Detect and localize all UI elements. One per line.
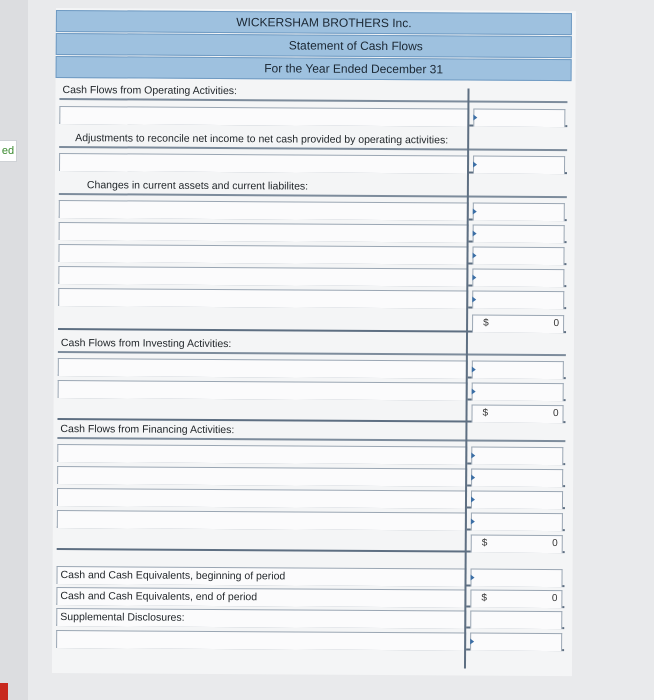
amount-input[interactable]	[472, 247, 564, 266]
operating-section-title: Cash Flows from Operating Activities:	[59, 80, 567, 103]
line-item-label-input[interactable]	[59, 106, 469, 127]
financing-total: $ 0	[471, 535, 563, 554]
amount-input[interactable]	[473, 203, 565, 222]
change-row	[59, 220, 567, 243]
amount-input[interactable]	[472, 269, 564, 288]
line-item-label-input[interactable]	[57, 488, 467, 509]
line-item-label-input[interactable]	[59, 200, 469, 221]
line-item-label-input[interactable]	[58, 266, 468, 287]
corner-marker	[0, 683, 8, 700]
amount-input[interactable]	[471, 447, 563, 466]
operating-total: $ 0	[472, 315, 564, 334]
operating-subtotal-row	[58, 310, 566, 333]
financing-row	[57, 464, 565, 487]
amount-input[interactable]	[472, 291, 564, 310]
left-panel-strip	[0, 0, 28, 700]
amount-input[interactable]	[471, 491, 563, 510]
line-item-label-input[interactable]	[57, 444, 467, 465]
cash-end-total: $ 0	[470, 590, 562, 609]
cash-end-row: Cash and Cash Equivalents, end of period $ 0	[56, 585, 564, 608]
line-item-label-input[interactable]	[58, 358, 468, 379]
amount-input[interactable]	[472, 361, 564, 380]
amount-input[interactable]	[473, 109, 565, 128]
financing-row	[57, 486, 565, 509]
investing-total: $ 0	[471, 405, 563, 424]
statement-title-header: Statement of Cash Flows	[56, 33, 572, 58]
cash-beginning-row: Cash and Cash Equivalents, beginning of period	[56, 564, 564, 587]
change-row	[58, 242, 566, 265]
operating-net-income-row	[59, 104, 567, 127]
amount-input[interactable]	[471, 513, 563, 532]
line-item-label-input[interactable]	[58, 244, 468, 265]
amount-input[interactable]	[473, 156, 565, 175]
financing-section-title: Cash Flows from Financing Activities:	[57, 419, 565, 442]
line-item-label-input[interactable]	[59, 153, 469, 174]
change-row	[58, 286, 566, 309]
investing-row	[58, 356, 566, 379]
supplemental-row	[56, 628, 564, 651]
amount-input[interactable]	[471, 469, 563, 488]
amount-input[interactable]	[470, 611, 562, 630]
cash-flow-worksheet	[52, 8, 576, 676]
changes-label-row: Changes in current assets and current liabilites:	[59, 175, 567, 198]
supplemental-label-row: Supplemental Disclosures:	[56, 606, 564, 629]
line-item-label-input[interactable]	[59, 222, 469, 243]
financing-row	[57, 508, 565, 531]
line-item-label-input[interactable]	[56, 630, 466, 651]
line-item-label-input[interactable]	[58, 380, 468, 401]
amount-input[interactable]	[470, 569, 562, 588]
investing-section-title: Cash Flows from Investing Activities:	[58, 333, 566, 356]
change-row	[58, 264, 566, 287]
side-tab[interactable]: ed	[0, 140, 17, 162]
financing-row	[57, 442, 565, 465]
line-item-label-input[interactable]	[57, 466, 467, 487]
period-header: For the Year Ended December 31	[56, 56, 572, 81]
financing-subtotal-row	[57, 530, 565, 553]
company-name-header: WICKERSHAM BROTHERS Inc.	[56, 10, 572, 35]
adjustment-row	[59, 151, 567, 174]
amount-input[interactable]	[472, 383, 564, 402]
line-item-label-input[interactable]	[58, 288, 468, 309]
line-item-label-input[interactable]	[57, 510, 467, 531]
investing-row	[58, 378, 566, 401]
change-row	[59, 198, 567, 221]
adjustments-label-row: Adjustments to reconcile net income to net cash provided by operating activities:	[59, 128, 567, 151]
amount-input[interactable]	[473, 225, 565, 244]
amount-input[interactable]	[470, 633, 562, 652]
